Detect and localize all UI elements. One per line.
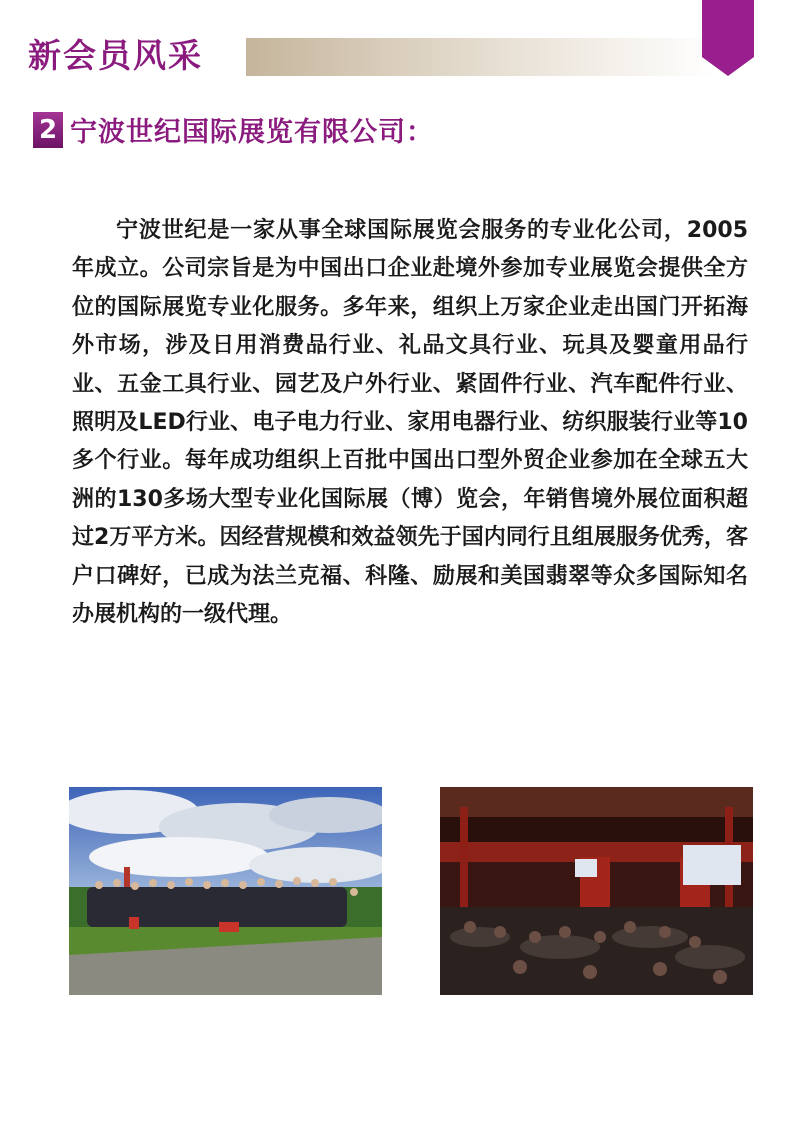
header-bar [246,38,716,76]
group-photo-outdoor [69,787,382,995]
conference-photo-indoor [440,787,753,995]
section-title: 宁波世纪国际展览有限公司： [70,117,434,148]
section-number-badge: 2 [33,112,63,148]
page-title: 新会员风采 [28,36,203,75]
company-description: 宁波世纪是一家从事全球国际展览会服务的专业化公司，2005年成立。公司宗旨是为中国出口企业赴境外参加专业展览会提供全方位的国际展览专业化服务。多年来，组织上万家企业走出国门开拓海外市场，涉及日用消费品行业、礼品文具行业、玩具及婴童用品行业、五金工具行业、园艺及户外行业、紧固件行业、汽车配件行业、照明及LED行业、电子电力行业、家用电器行业、纺织服装行业等10多个行业。每年成功组织上百批中国出口型外贸企业参加在全球五大洲的130多场大型专业化国际展（博）览会，年销售境外展位面积超过2万平方米。因经营规模和效益领先于国内同行且组展服务优秀，客户口碑好，已成为法兰克福、科隆、励展和美国翡翠等众多国际知名办展机构的一级代理。 [72,218,748,628]
